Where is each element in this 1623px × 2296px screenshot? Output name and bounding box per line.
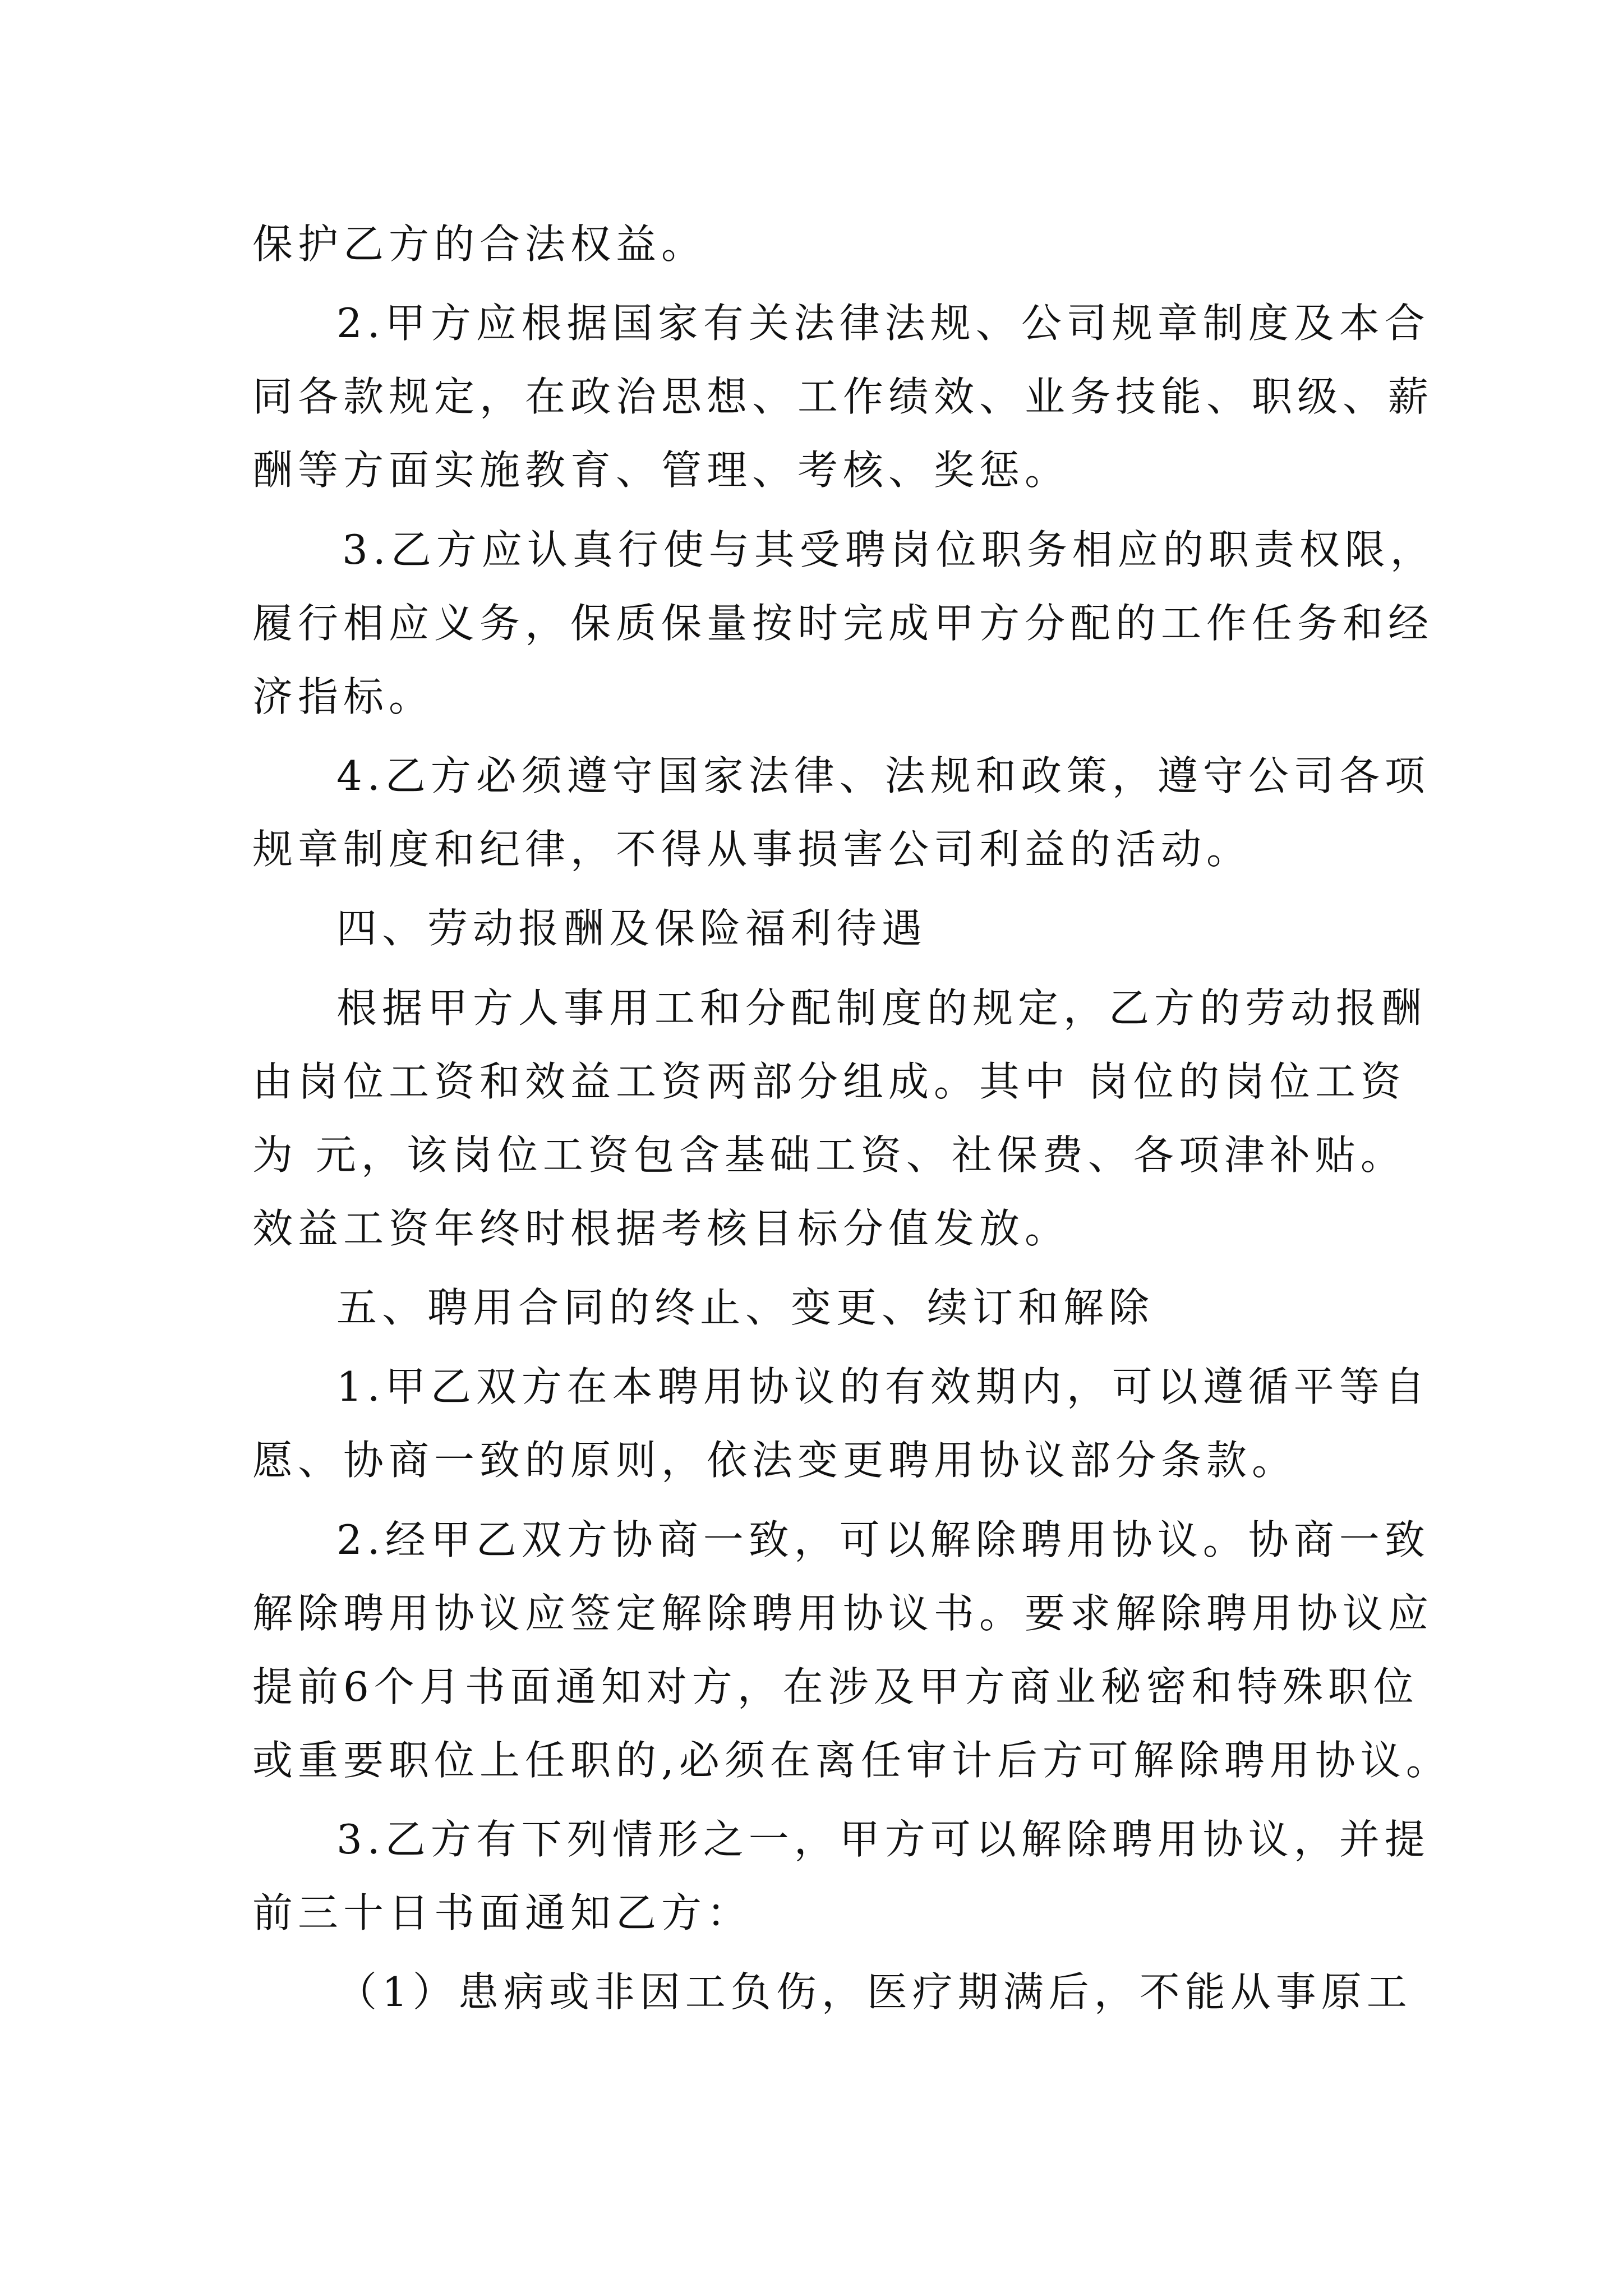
text-line: 酬等方面实施教育、管理、考核、奖惩。 <box>252 447 1071 494</box>
text-line: 根据甲方人事用工和分配制度的规定，乙方的劳动报酬 <box>336 984 1427 1032</box>
text-line: 解除聘用协议应签定解除聘用协议书。要求解除聘用协议应 <box>252 1590 1434 1637</box>
text-line: 2.经甲乙双方协商一致，可以解除聘用协议。协商一致 <box>336 1516 1430 1563</box>
text-line: 3.乙方有下列情形之一，甲方可以解除聘用协议，并提 <box>336 1816 1430 1863</box>
text-line: 3.乙方应认真行使与其受聘岗位职务相应的职责权限， <box>342 526 1436 573</box>
text-line: 4.乙方必须遵守国家法律、法规和政策，遵守公司各项 <box>336 752 1430 799</box>
text-line: 同各款规定，在政治思想、工作绩效、业务技能、职级、薪 <box>252 373 1434 420</box>
text-line: 由岗位工资和效益工资两部分组成。其中 岗位的岗位工资 <box>252 1058 1406 1105</box>
text-line: 效益工资年终时根据考核目标分值发放。 <box>252 1205 1071 1252</box>
text-line: 规章制度和纪律，不得从事损害公司利益的活动。 <box>252 826 1252 873</box>
text-line: 2.甲方应根据国家有关法律法规、公司规章制度及本合 <box>336 300 1430 347</box>
text-line: 1.甲乙双方在本聘用协议的有效期内，可以遵循平等自 <box>336 1363 1430 1410</box>
text-line: 愿、协商一致的原则，依法变更聘用协议部分条款。 <box>252 1437 1298 1484</box>
text-line: 保护乙方的合法权益。 <box>252 220 707 268</box>
text-line: 或重要职位上任职的,必须在离任审计后方可解除聘用协议。 <box>252 1737 1451 1784</box>
list-item: （1）患病或非因工负伤，医疗期满后，不能从事原工 <box>336 1968 1412 2016</box>
text-line: 履行相应义务，保质保量按时完成甲方分配的工作任务和经 <box>252 600 1434 647</box>
section-heading: 五、聘用合同的终止、变更、续订和解除 <box>336 1284 1155 1331</box>
section-heading: 四、劳动报酬及保险福利待遇 <box>336 905 928 952</box>
text-line: 为 元，该岗位工资包含基础工资、社保费、各项津补贴。 <box>252 1131 1406 1179</box>
text-line: 济指标。 <box>252 673 435 720</box>
text-line: 前三十日书面通知乙方： <box>252 1889 753 1936</box>
text-line: 提前6个月书面通知对方，在涉及甲方商业秘密和特殊职位 <box>252 1663 1419 1710</box>
